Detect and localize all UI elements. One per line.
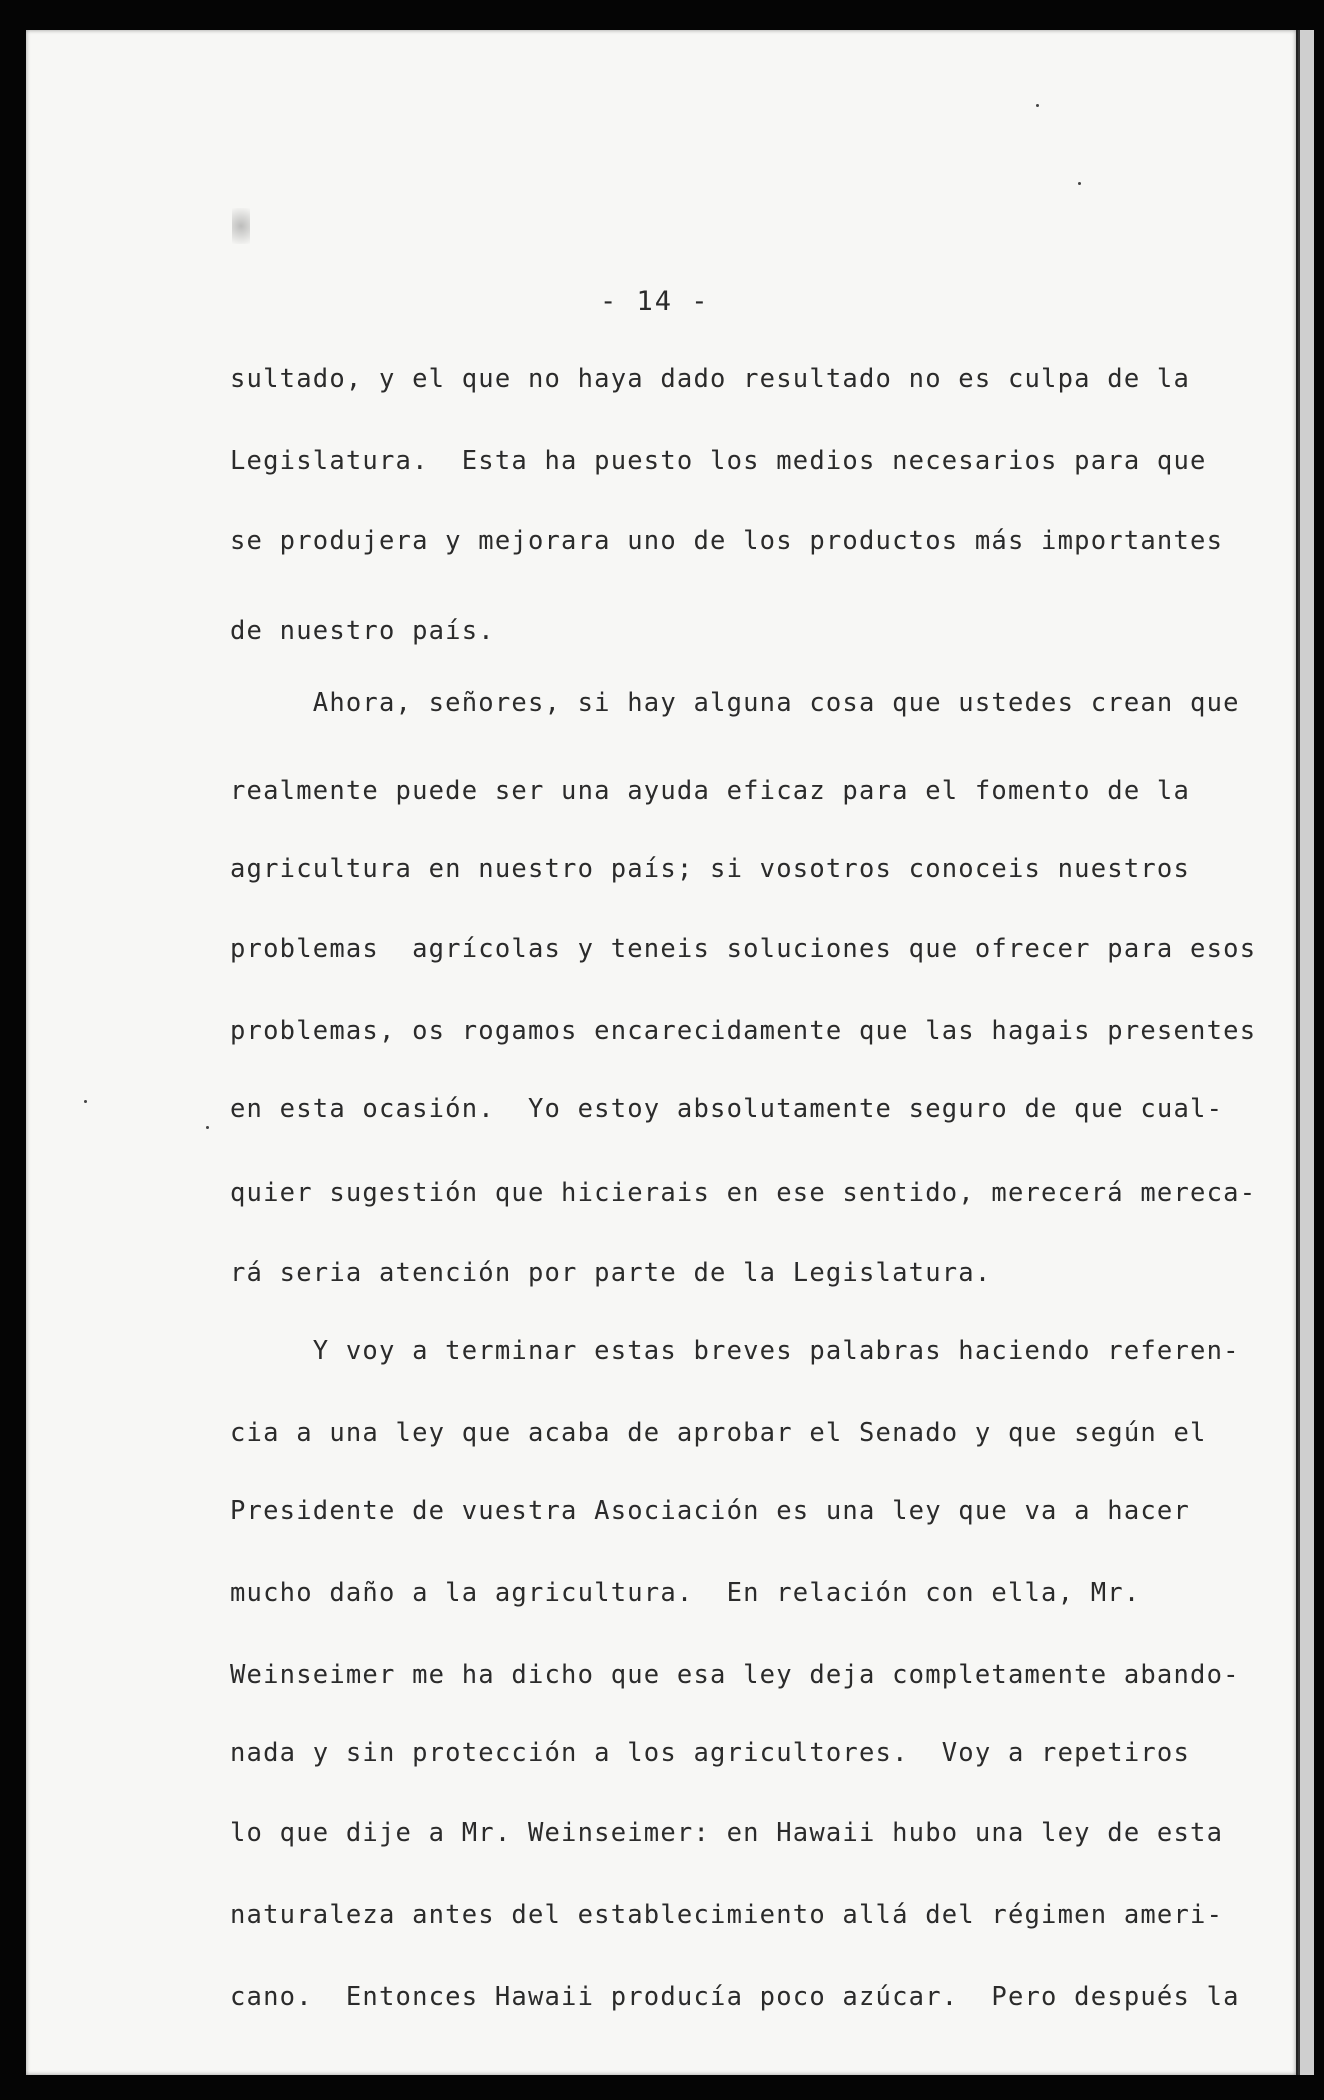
text-line: agricultura en nuestro país; si vosotros conoceis nuestros [230, 854, 1191, 884]
text-line: sultado, y el que no haya dado resultado no es culpa de la [230, 364, 1191, 394]
text-line: problemas agrícolas y teneis soluciones que ofrecer para esos [230, 934, 1257, 964]
text-line: quier sugestión que hicierais en ese sentido, merecerá mereca- [230, 1178, 1257, 1208]
ink-smudge [232, 208, 250, 244]
ink-speck [1078, 182, 1081, 185]
text-line: Legislatura. Esta ha puesto los medios necesarios para que [230, 446, 1207, 476]
page-edge [1298, 30, 1314, 2075]
text-line: Ahora, señores, si hay alguna cosa que ustedes crean que [230, 688, 1240, 718]
text-line: naturaleza antes del establecimiento allá del régimen ameri- [230, 1900, 1224, 1930]
text-line: problemas, os rogamos encarecidamente que las hagais presentes [230, 1016, 1257, 1046]
ink-speck [1036, 104, 1039, 107]
typed-document-page [26, 30, 1299, 2075]
text-line: se produjera y mejorara uno de los productos más importantes [230, 526, 1224, 556]
text-line: cano. Entonces Hawaii producía poco azúcar. Pero después la [230, 1982, 1240, 2012]
ink-speck [206, 1126, 209, 1129]
text-line: nada y sin protección a los agricultores. Voy a repetiros [230, 1738, 1191, 1768]
text-line: Y voy a terminar estas breves palabras haciendo referen- [230, 1336, 1240, 1366]
text-line: cia a una ley que acaba de aprobar el Senado y que según el [230, 1418, 1207, 1448]
text-line: lo que dije a Mr. Weinseimer: en Hawaii hubo una ley de esta [230, 1818, 1224, 1848]
text-line: Weinseimer me ha dicho que esa ley deja completamente abando- [230, 1660, 1240, 1690]
text-line: en esta ocasión. Yo estoy absolutamente seguro de que cual- [230, 1094, 1224, 1124]
text-line: realmente puede ser una ayuda eficaz para el fomento de la [230, 776, 1191, 806]
page-number: - 14 - [600, 286, 710, 317]
ink-speck [84, 1100, 87, 1103]
text-line: rá seria atención por parte de la Legislatura. [230, 1258, 992, 1288]
text-line: mucho daño a la agricultura. En relación con ella, Mr. [230, 1578, 1141, 1608]
text-line: de nuestro país. [230, 616, 495, 646]
text-line: Presidente de vuestra Asociación es una ley que va a hacer [230, 1496, 1191, 1526]
